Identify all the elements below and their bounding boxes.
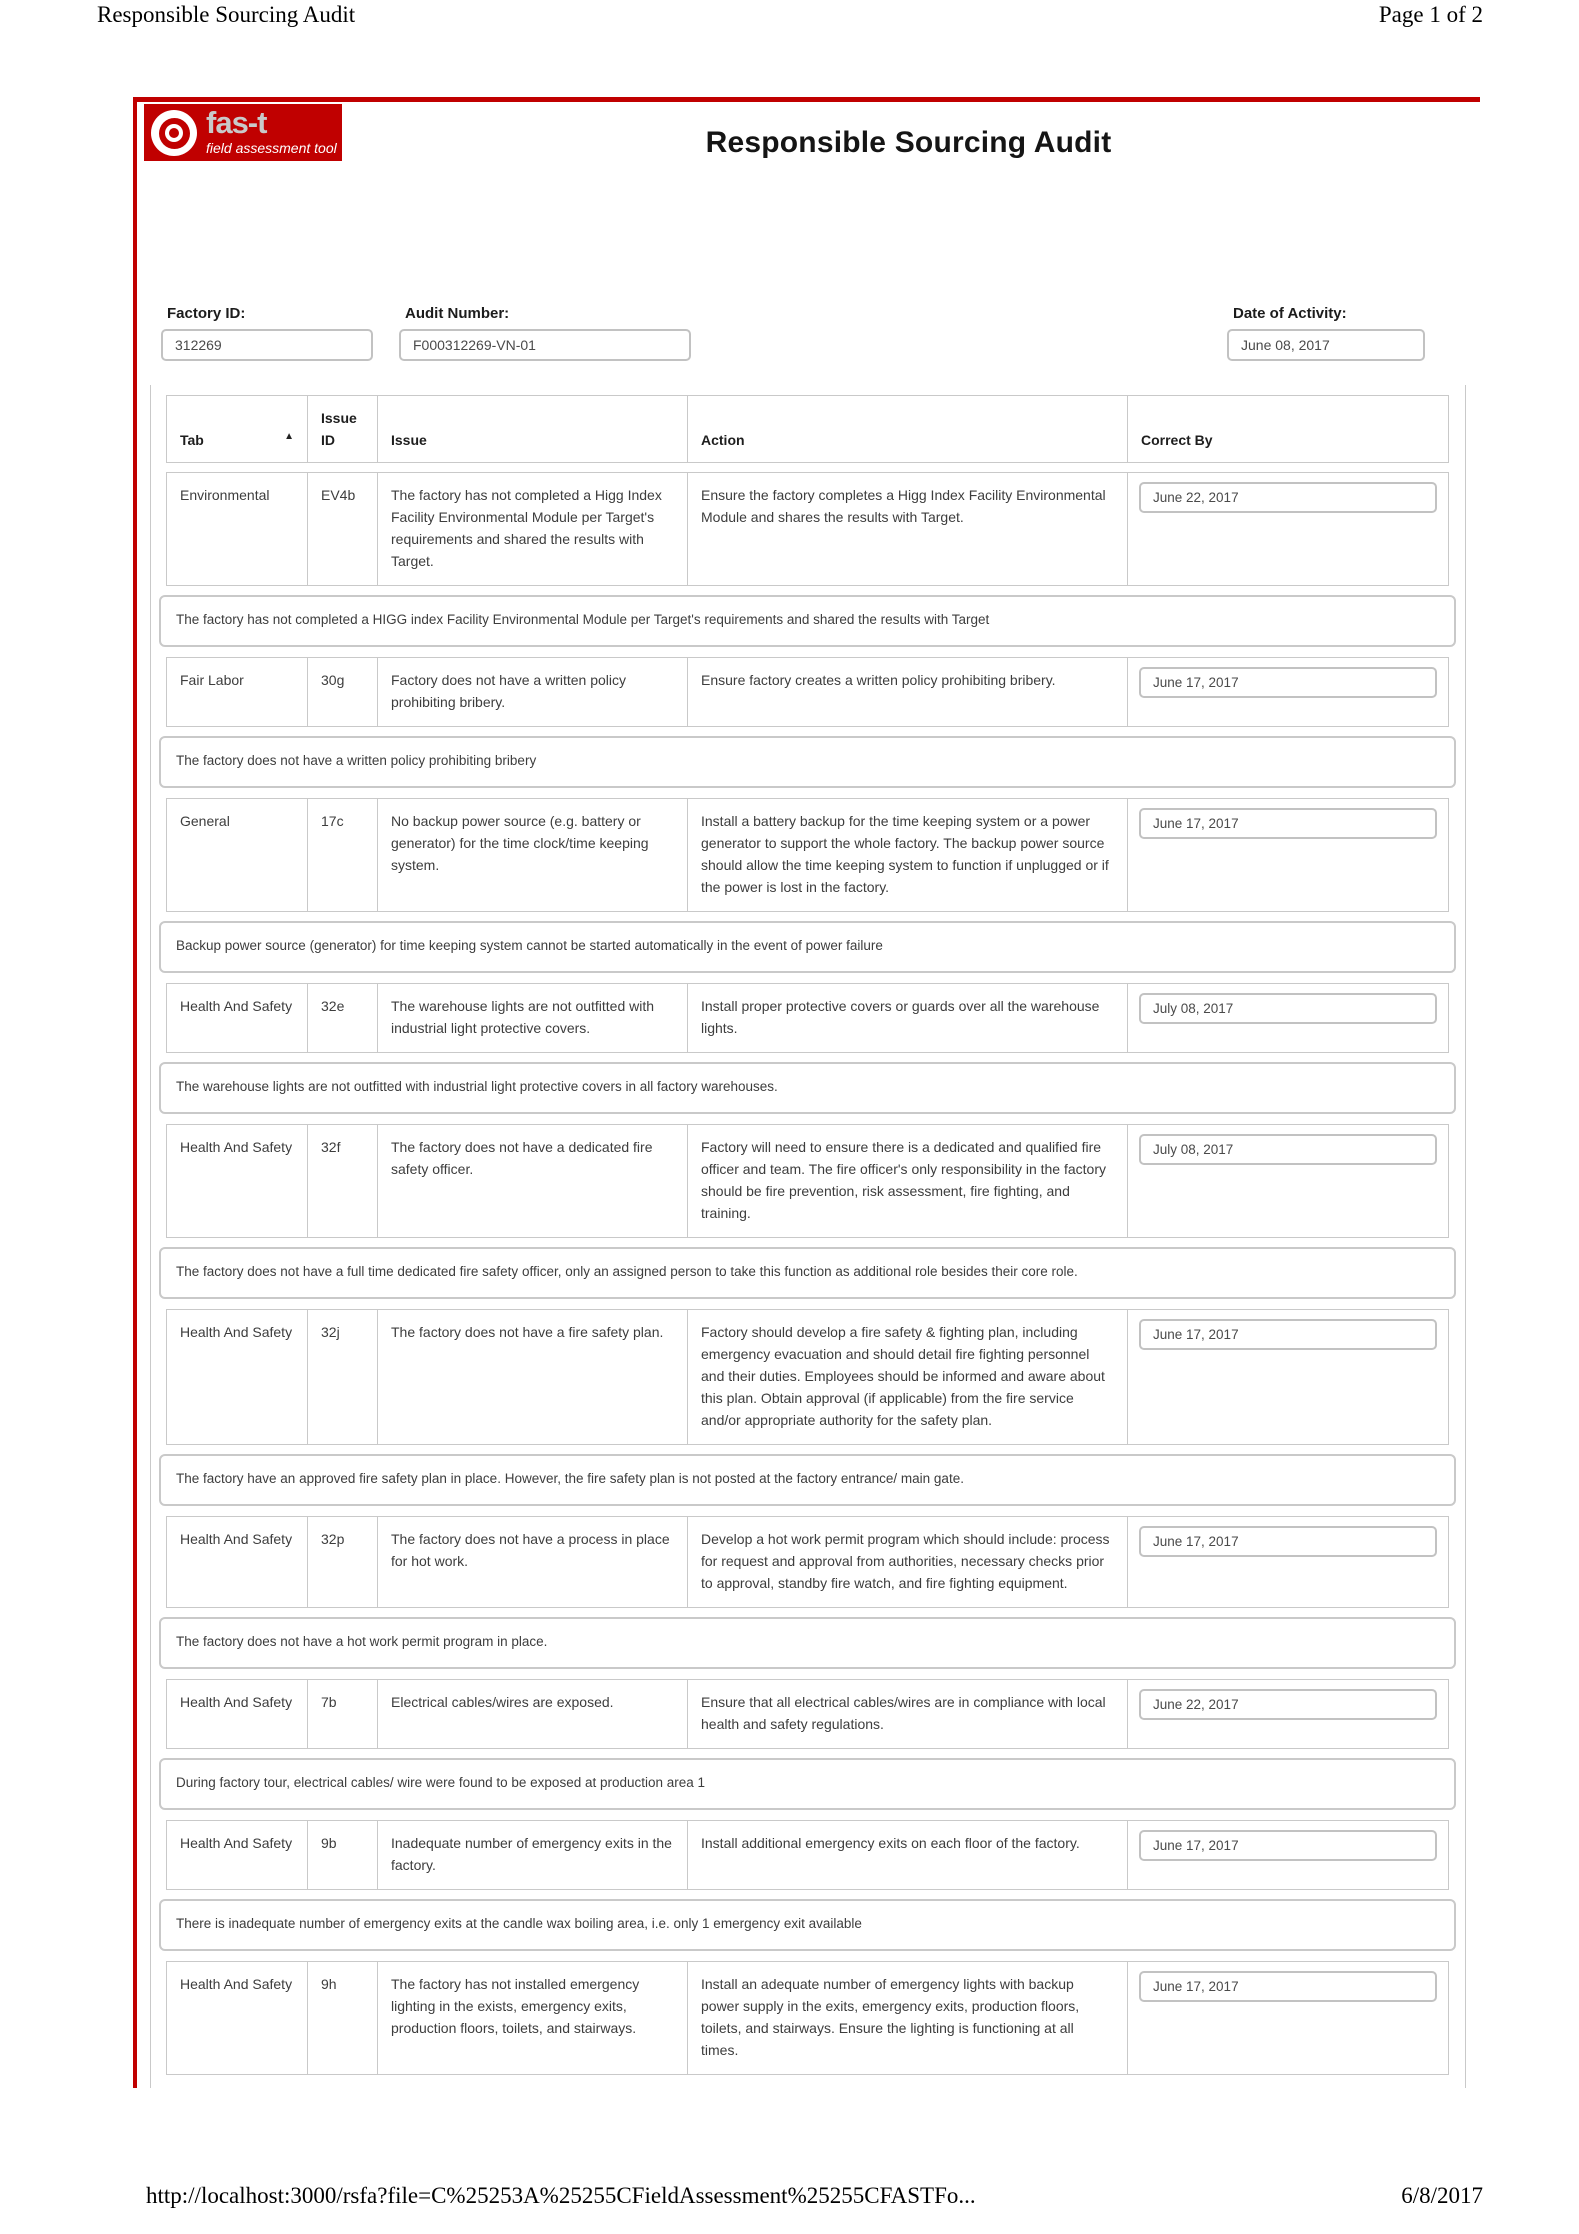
print-footer-date: 6/8/2017: [1401, 2183, 1483, 2208]
audit-number-input[interactable]: [399, 329, 691, 361]
finding-row: [166, 1309, 1449, 1445]
finding-note-text: During factory tour, electrical cables/ wire were found to be exposed at production area 1: [176, 1775, 706, 1790]
finding-issue: The factory does not have a fire safety plan.: [377, 1310, 687, 1444]
factory-id-field: [161, 305, 373, 361]
finding-tab: Health And Safety: [180, 1324, 293, 1340]
finding-action: Factory should develop a fire safety & fighting plan, including emergency evacuation and should detail fire fighting personnel and their duties. Employees should be informed and aware about this plan. Obtain approval (if applicable) from the fire service and/or appropriate authority for the safety plan.: [687, 1310, 1127, 1444]
finding-note-box[interactable]: [159, 1758, 1456, 1810]
finding-issue: The warehouse lights are not outfitted with industrial light protective covers.: [377, 984, 687, 1052]
finding-row: [166, 1124, 1449, 1238]
column-header-correct-by: Correct By: [1127, 396, 1448, 462]
correct-by-date-input[interactable]: June 17, 2017: [1139, 1830, 1437, 1861]
finding-note-text: The warehouse lights are not outfitted with industrial light protective covers in all factory warehouses.: [176, 1079, 778, 1094]
correct-by-date-input[interactable]: July 08, 2017: [1139, 1134, 1437, 1165]
finding-tab: Fair Labor: [180, 672, 244, 688]
finding-issue: The factory has not installed emergency lighting in the exists, emergency exits, production floors, toilets, and stairways.: [377, 1962, 687, 2074]
finding-note-box[interactable]: [159, 1062, 1456, 1114]
correct-by-date-input[interactable]: June 17, 2017: [1139, 667, 1437, 698]
finding-row: [166, 1820, 1449, 1890]
finding-note-box[interactable]: [159, 921, 1456, 973]
finding-tab: Health And Safety: [180, 1139, 293, 1155]
factory-id-label: Factory ID:: [167, 305, 246, 322]
print-footer-url: http://localhost:3000/rsfa?file=C%25253A%25255CFieldAssessment%25255CFASTFo...: [146, 2183, 976, 2208]
finding-note-text: There is inadequate number of emergency exits at the candle wax boiling area, i.e. only 1 emergency exit available: [176, 1916, 862, 1931]
date-of-activity-label: Date of Activity:: [1233, 305, 1347, 322]
finding-row: [166, 472, 1449, 586]
correct-by-date-input[interactable]: June 22, 2017: [1139, 1689, 1437, 1720]
finding-action: Install proper protective covers or guards over all the warehouse lights.: [687, 984, 1127, 1052]
finding-action: Ensure that all electrical cables/wires are in compliance with local health and safety regulations.: [687, 1680, 1127, 1748]
target-bullseye-icon: [151, 110, 197, 156]
finding-issue: The factory has not completed a Higg Index Facility Environmental Module per Target's requirements and shared the results with Target.: [377, 473, 687, 585]
finding-issue-id: 7b: [307, 1680, 377, 1748]
finding-action: Ensure factory creates a written policy prohibiting bribery.: [687, 658, 1127, 726]
finding-tab: General: [180, 813, 230, 829]
finding-row: [166, 1961, 1449, 2075]
finding-action: Develop a hot work permit program which should include: process for request and approval from authorities, necessary checks prior to approval, standby fire watch, and fire fighting equipment.: [687, 1517, 1127, 1607]
column-header-issue-id: Issue ID: [307, 396, 377, 462]
finding-issue: The factory does not have a dedicated fire safety officer.: [377, 1125, 687, 1237]
column-header-issue: Issue: [377, 396, 687, 462]
finding-issue: Inadequate number of emergency exits in the factory.: [377, 1821, 687, 1889]
finding-row: [166, 798, 1449, 912]
page-title: Responsible Sourcing Audit: [705, 126, 1112, 159]
audit-number-label: Audit Number:: [405, 305, 510, 322]
finding-row: [166, 657, 1449, 727]
print-header-title: Responsible Sourcing Audit: [97, 2, 356, 27]
column-header-action: Action: [687, 396, 1127, 462]
finding-note-box[interactable]: [159, 1454, 1456, 1506]
correct-by-date-input[interactable]: June 17, 2017: [1139, 1526, 1437, 1557]
finding-issue-id: 9b: [307, 1821, 377, 1889]
finding-action: Factory will need to ensure there is a dedicated and qualified fire officer and team. The fire officer's only responsibility in the factory should be fire prevention, risk assessment, fire fighting, and training.: [687, 1125, 1127, 1237]
finding-tab: Health And Safety: [180, 1976, 293, 1992]
finding-issue: The factory does not have a process in place for hot work.: [377, 1517, 687, 1607]
finding-tab: Environmental: [180, 487, 270, 503]
column-header-tab[interactable]: Tab ▲: [167, 396, 307, 462]
audit-number-field: [399, 305, 691, 361]
finding-issue: No backup power source (e.g. battery or generator) for the time clock/time keeping system.: [377, 799, 687, 911]
finding-action: Install a battery backup for the time keeping system or a power generator to support the whole factory. The backup power source should allow the time keeping system to function if unplugged or if the power is lost in the factory.: [687, 799, 1127, 911]
finding-issue-id: 9h: [307, 1962, 377, 2074]
finding-issue-id: 17c: [307, 799, 377, 911]
factory-id-input[interactable]: [161, 329, 373, 361]
correct-by-date-input[interactable]: July 08, 2017: [1139, 993, 1437, 1024]
finding-note-box[interactable]: [159, 1899, 1456, 1951]
finding-action: Ensure the factory completes a Higg Index Facility Environmental Module and shares the results with Target.: [687, 473, 1127, 585]
finding-note-box[interactable]: [159, 1617, 1456, 1669]
findings-table: [150, 385, 1466, 2088]
sort-ascending-icon: ▲: [284, 431, 294, 442]
finding-action: Install an adequate number of emergency lights with backup power supply in the exits, emergency exits, production floors, toilets, and stairways. Ensure the lighting is functioning at all times.: [687, 1962, 1127, 2074]
finding-action: Install additional emergency exits on each floor of the factory.: [687, 1821, 1127, 1889]
correct-by-date-input[interactable]: June 22, 2017: [1139, 482, 1437, 513]
date-of-activity-input[interactable]: [1227, 329, 1425, 361]
finding-tab: Health And Safety: [180, 1835, 293, 1851]
finding-issue: Factory does not have a written policy prohibiting bribery.: [377, 658, 687, 726]
finding-note-text: The factory have an approved fire safety plan in place. However, the fire safety plan is not posted at the factory entrance/ main gate.: [176, 1471, 964, 1486]
correct-by-date-input[interactable]: June 17, 2017: [1139, 1971, 1437, 2002]
finding-note-text: The factory has not completed a HIGG index Facility Environmental Module per Target's requirements and shared the results with Target: [176, 612, 990, 627]
finding-issue: Electrical cables/wires are exposed.: [377, 1680, 687, 1748]
date-of-activity-field: [1227, 305, 1425, 361]
finding-issue-id: 30g: [307, 658, 377, 726]
finding-note-text: The factory does not have a written policy prohibiting bribery: [176, 753, 537, 768]
finding-row: [166, 1679, 1449, 1749]
finding-note-box[interactable]: [159, 1247, 1456, 1299]
findings-table-header: [166, 395, 1449, 463]
correct-by-date-input[interactable]: June 17, 2017: [1139, 1319, 1437, 1350]
correct-by-date-input[interactable]: June 17, 2017: [1139, 808, 1437, 839]
finding-note-box[interactable]: [159, 736, 1456, 788]
finding-note-text: The factory does not have a hot work permit program in place.: [176, 1634, 548, 1649]
print-header-page-number: Page 1 of 2: [1378, 2, 1483, 27]
fast-logo: [144, 104, 342, 161]
finding-issue-id: 32e: [307, 984, 377, 1052]
finding-note-box[interactable]: [159, 595, 1456, 647]
finding-row: [166, 1516, 1449, 1608]
logo-wordmark: fas-t: [206, 105, 267, 140]
finding-note-text: The factory does not have a full time dedicated fire safety officer, only an assigned person to take this function as additional role besides their core role.: [176, 1264, 1078, 1279]
finding-issue-id: 32f: [307, 1125, 377, 1237]
audit-report-card: [133, 97, 1480, 2088]
finding-issue-id: EV4b: [307, 473, 377, 585]
logo-tagline: field assessment tool: [206, 140, 337, 156]
finding-issue-id: 32p: [307, 1517, 377, 1607]
finding-note-text: Backup power source (generator) for time keeping system cannot be started automatically in the event of power failure: [176, 938, 883, 953]
finding-tab: Health And Safety: [180, 998, 293, 1014]
finding-tab: Health And Safety: [180, 1694, 293, 1710]
finding-issue-id: 32j: [307, 1310, 377, 1444]
finding-row: [166, 983, 1449, 1053]
finding-tab: Health And Safety: [180, 1531, 293, 1547]
